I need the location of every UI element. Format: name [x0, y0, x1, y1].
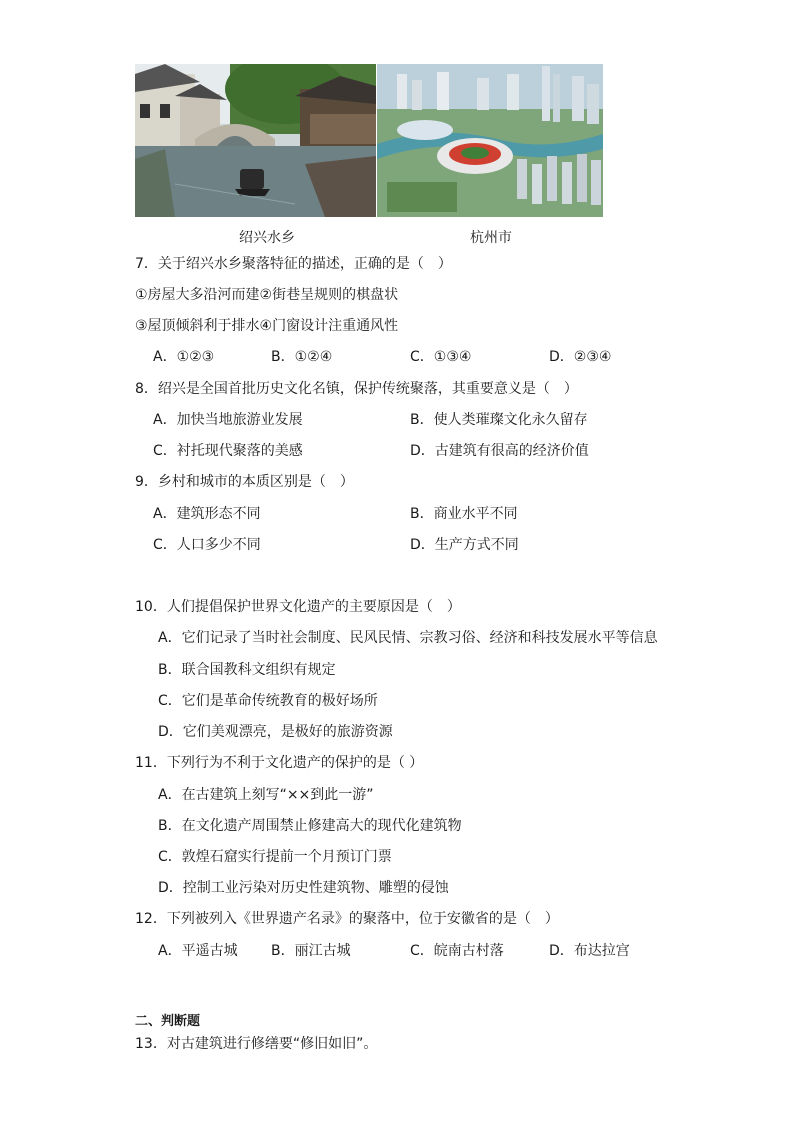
question-9-option-b[interactable]: B．商业水平不同 — [410, 506, 518, 522]
question-11-option-a[interactable]: A．在古建筑上刻写“××到此一游” — [158, 787, 374, 803]
question-7-option-d[interactable]: D．②③④ — [549, 349, 612, 365]
question-10-option-a[interactable]: A．它们记录了当时社会制度、民风民情、宗教习俗、经济和科技发展水平等信息 — [158, 630, 658, 646]
question-8-option-c[interactable]: C．衬托现代聚落的美感 — [153, 443, 303, 459]
question-11-option-c[interactable]: C．敦煌石窟实行提前一个月预订门票 — [158, 849, 392, 865]
question-9-option-d[interactable]: D．生产方式不同 — [410, 537, 519, 553]
question-8-option-d[interactable]: D．古建筑有很高的经济价值 — [410, 443, 589, 459]
question-7-option-c[interactable]: C．①③④ — [410, 349, 472, 365]
section-heading: 二、判断题 — [135, 1014, 201, 1029]
question-11-option-b[interactable]: B．在文化遗产周围禁止修建高大的现代化建筑物 — [158, 818, 462, 834]
hangzhou-photo — [377, 64, 603, 217]
question-7-stem: 7．关于绍兴水乡聚落特征的描述，正确的是（ ） — [135, 256, 452, 272]
question-12-option-c[interactable]: C．皖南古村落 — [410, 943, 504, 959]
question-10-stem: 10．人们提倡保护世界文化遗产的主要原因是（ ） — [135, 599, 461, 615]
city-illustration — [377, 64, 603, 217]
question-12-stem: 12．下列被列入《世界遗产名录》的聚落中，位于安徽省的是（ ） — [135, 911, 559, 927]
question-9-option-a[interactable]: A．建筑形态不同 — [153, 506, 261, 522]
question-11-option-d[interactable]: D．控制工业污染对历史性建筑物、雕塑的侵蚀 — [158, 880, 449, 896]
question-10-option-b[interactable]: B．联合国教科文组织有规定 — [158, 662, 336, 678]
question-13-stem: 13．对古建筑进行修缮要“修旧如旧”。 — [135, 1036, 378, 1052]
question-10-option-d[interactable]: D．它们美观漂亮，是极好的旅游资源 — [158, 724, 393, 740]
question-9-stem: 9．乡村和城市的本质区别是（ ） — [135, 474, 354, 490]
question-10-option-c[interactable]: C．它们是革命传统教育的极好场所 — [158, 693, 378, 709]
left-caption: 绍兴水乡 — [239, 230, 295, 246]
question-11-stem: 11．下列行为不利于文化遗产的保护的是（ ） — [135, 755, 424, 771]
question-12-option-b[interactable]: B．丽江古城 — [271, 943, 351, 959]
right-caption: 杭州市 — [470, 230, 512, 246]
water-town-illustration — [135, 64, 376, 217]
question-7-statement-1: ①房屋大多沿河而建②街巷呈规则的棋盘状 — [135, 287, 399, 303]
question-8-stem: 8．绍兴是全国首批历史文化名镇，保护传统聚落，其重要意义是（ ） — [135, 381, 578, 397]
question-12-option-d[interactable]: D．布达拉宫 — [549, 943, 630, 959]
shaoxing-photo — [135, 64, 376, 217]
question-7-statement-2: ③屋顶倾斜利于排水④门窗设计注重通风性 — [135, 318, 399, 334]
question-12-option-a[interactable]: A．平遥古城 — [158, 943, 238, 959]
question-8-option-a[interactable]: A．加快当地旅游业发展 — [153, 412, 303, 428]
question-8-option-b[interactable]: B．使人类璀璨文化永久留存 — [410, 412, 588, 428]
question-7-option-b[interactable]: B．①②④ — [271, 349, 333, 365]
question-9-option-c[interactable]: C．人口多少不同 — [153, 537, 261, 553]
question-7-option-a[interactable]: A．①②③ — [153, 349, 215, 365]
